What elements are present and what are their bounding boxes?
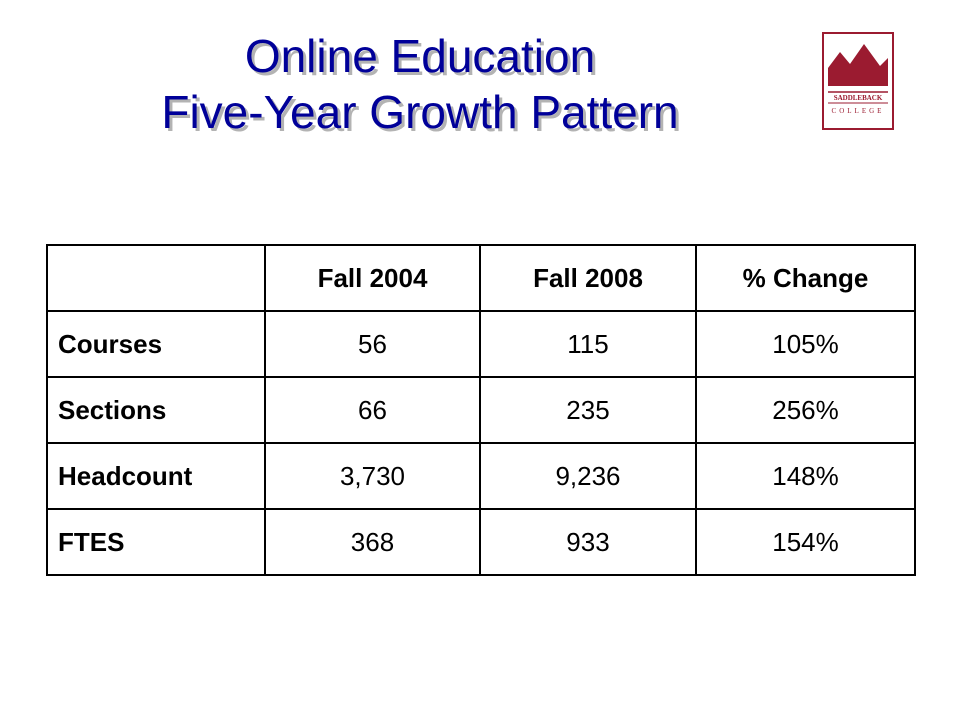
title-line-2: Five-Year Growth Pattern: [161, 86, 679, 138]
header-cell-change: % Change: [696, 245, 915, 311]
header-cell-fall-2004: Fall 2004: [265, 245, 480, 311]
row-label: Sections: [47, 377, 265, 443]
cell-fall-2004: 66: [265, 377, 480, 443]
table-row-headcount: [47, 443, 915, 509]
table-header-row: [47, 245, 915, 311]
table-row-sections: [47, 377, 915, 443]
table-row-ftes: [47, 509, 915, 575]
growth-table: [46, 244, 916, 576]
cell-fall-2008: 933: [480, 509, 696, 575]
cell-fall-2008: 235: [480, 377, 696, 443]
mountain-logo-icon: [822, 32, 894, 130]
cell-change: 154%: [696, 509, 915, 575]
slide-title: [60, 28, 780, 140]
cell-change: 148%: [696, 443, 915, 509]
cell-fall-2008: 9,236: [480, 443, 696, 509]
cell-fall-2004: 3,730: [265, 443, 480, 509]
cell-fall-2004: 368: [265, 509, 480, 575]
cell-change: 256%: [696, 377, 915, 443]
college-logo: [822, 32, 894, 130]
title-line-1: Online Education: [244, 30, 596, 82]
cell-fall-2008: 115: [480, 311, 696, 377]
row-label: Headcount: [47, 443, 265, 509]
cell-fall-2004: 56: [265, 311, 480, 377]
row-label: FTES: [47, 509, 265, 575]
header-cell-fall-2008: Fall 2008: [480, 245, 696, 311]
svg-text:COLLEGE: COLLEGE: [831, 107, 885, 115]
cell-change: 105%: [696, 311, 915, 377]
svg-text:SADDLEBACK: SADDLEBACK: [833, 94, 883, 102]
header-cell-empty: [47, 245, 265, 311]
row-label: Courses: [47, 311, 265, 377]
table-row-courses: [47, 311, 915, 377]
